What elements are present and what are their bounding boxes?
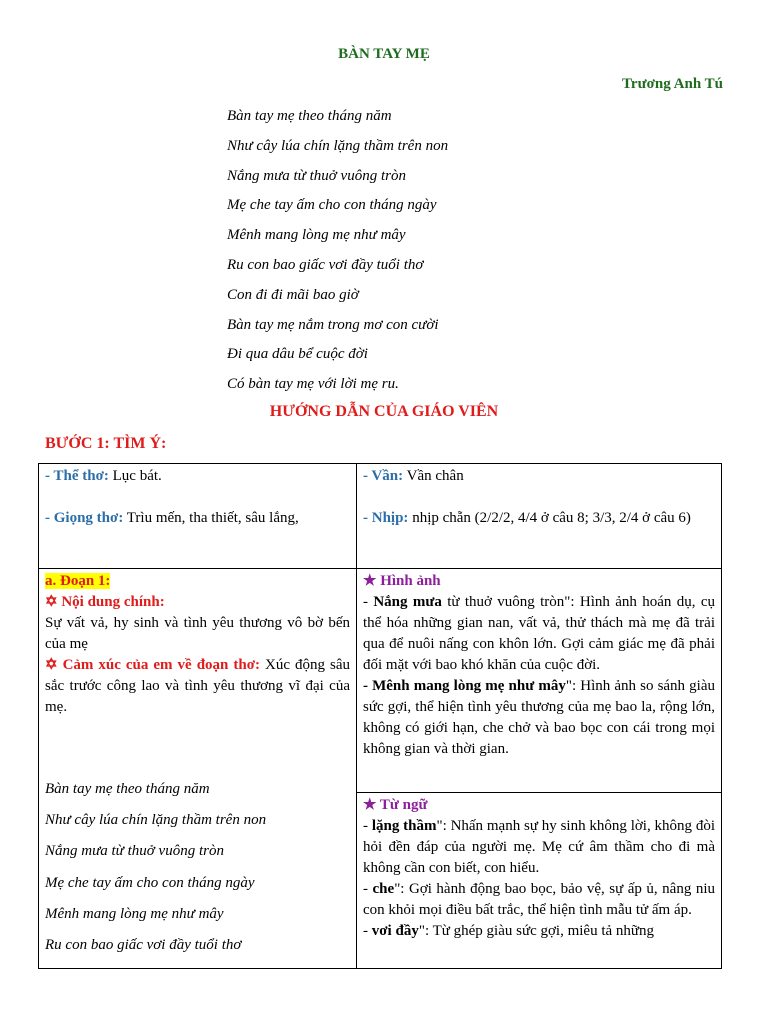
the-tho-label: - Thể thơ: xyxy=(45,468,109,484)
poem-line: Ru con bao giấc vơi đầy tuổi thơ xyxy=(227,256,424,273)
excerpt-line: Bàn tay mẹ theo tháng năm xyxy=(45,781,210,797)
tu-ngu-label: ★ Từ ngữ xyxy=(363,797,428,814)
cam-xuc-value: Xúc động sâu sắc trước công lao và tình yêu thương vĩ đại của mẹ. xyxy=(45,657,350,715)
menh-mang-text: ": Hình ảnh so sánh giàu sức gợi, thể hiện tình yêu thương của mẹ bao la, rộng lớn, không có giới hạn, che chở và bao bọc con cái trong mọi không gian và thời gian. xyxy=(363,678,715,757)
excerpt-line: Như cây lúa chín lặng thầm trên non xyxy=(45,812,267,829)
excerpt-line: Nắng mưa từ thuở vuông tròn xyxy=(45,843,224,860)
menh-mang-term: - Mênh mang lòng mẹ như mây xyxy=(363,678,566,694)
lang-tham-prefix: - xyxy=(363,818,372,835)
cam-xuc-block xyxy=(45,655,350,718)
van-value: Vần chân xyxy=(403,468,464,484)
menh-mang-paragraph xyxy=(363,676,715,760)
che-paragraph xyxy=(363,879,715,921)
nang-mua-text: từ thuở vuông tròn": Hình ảnh hoán dụ, cụ thể hóa những gian nan, vất vả, thử thách mà mẹ đã trải qua để nuôi nấng con khôn lớn. Gợi cảm giác mẹ đã phải đối mặt với bao khó khăn của cuộc đời. xyxy=(363,594,716,673)
giong-tho-line xyxy=(45,508,350,529)
poem-line: Nắng mưa từ thuở vuông tròn xyxy=(227,167,406,184)
lang-tham-paragraph xyxy=(363,816,715,879)
rhyme-cell xyxy=(357,464,722,569)
stanza-cell xyxy=(39,569,357,969)
excerpt-line: Mênh mang lòng mẹ như mây xyxy=(45,905,224,922)
van-line xyxy=(363,466,715,487)
poem-line: Bàn tay mẹ theo tháng năm xyxy=(227,108,392,124)
analysis-table xyxy=(38,463,722,969)
table-row xyxy=(39,569,722,793)
noi-dung-label: ✡ Nội dung chính: xyxy=(45,594,165,610)
poem-line: Mẹ che tay ấm cho con tháng ngày xyxy=(227,197,437,214)
voi-day-paragraph xyxy=(363,921,715,942)
che-term: che xyxy=(372,881,395,898)
poem-text xyxy=(227,106,448,404)
guide-heading: HƯỚNG DẪN CỦA GIÁO VIÊN xyxy=(269,403,499,420)
step-heading: BƯỚC 1: TÌM Ý: xyxy=(45,435,167,452)
poem-line: Con đi đi mãi bao giờ xyxy=(227,286,359,303)
lang-tham-text: ": Nhấn mạnh sự hy sinh không lời, không đòi hỏi đền đáp của người mẹ. Mẹ cứ âm thầm cho đi mà không cần con biết, con hiểu. xyxy=(363,818,716,877)
the-tho-line xyxy=(45,466,350,487)
poem-line: Mênh mang lòng mẹ như mây xyxy=(227,227,406,244)
nang-mua-paragraph xyxy=(363,592,715,676)
giong-tho-label: - Giọng thơ: xyxy=(45,510,124,526)
poem-line: Như cây lúa chín lặng thầm trên non xyxy=(227,137,449,154)
nhip-line xyxy=(363,508,715,529)
poem-title: BÀN TAY MẸ xyxy=(338,46,430,62)
excerpt-line: Ru con bao giấc vơi đầy tuổi thơ xyxy=(45,936,242,953)
noi-dung-value: Sự vất vả, hy sinh và tình yêu thương vô bờ bến của mẹ xyxy=(45,615,350,652)
excerpt-lines xyxy=(45,779,350,966)
hinh-anh-label: ★ Hình ảnh xyxy=(363,573,441,589)
voi-day-text: ": Từ ghép giàu sức gợi, miêu tả những xyxy=(418,923,655,940)
form-cell xyxy=(39,464,357,569)
nang-mua-prefix: - xyxy=(363,594,374,610)
poem-line: Có bàn tay mẹ với lời mẹ ru. xyxy=(227,376,399,393)
imagery-cell xyxy=(357,569,722,793)
poem-line: Bàn tay mẹ nắm trong mơ con cười xyxy=(227,316,439,333)
poem-author: Trương Anh Tú xyxy=(622,76,723,92)
che-text: ": Gợi hành động bao bọc, bảo vệ, sự ấp ủ, nâng niu con khỏi mọi điều bất trắc, thể hiện tình mẫu tử ấm áp. xyxy=(363,881,715,919)
nang-mua-term: Nắng mưa xyxy=(373,594,442,610)
voi-day-term: vơi đầy xyxy=(371,923,419,940)
cam-xuc-label: ✡ Cảm xúc của em về đoạn thơ: xyxy=(45,657,261,673)
voi-day-prefix: - xyxy=(363,923,372,940)
lang-tham-term: lặng thầm xyxy=(371,818,437,835)
excerpt-line: Mẹ che tay ấm cho con tháng ngày xyxy=(45,874,255,891)
nhip-value: nhịp chẵn (2/2/2, 4/4 ở câu 8; 3/3, 2/4 ở câu 6) xyxy=(408,510,691,526)
table-row xyxy=(39,464,722,569)
van-label: - Vần: xyxy=(363,468,404,484)
the-tho-value: Lục bát. xyxy=(108,468,162,484)
poem-line: Đi qua dâu bể cuộc đời xyxy=(227,346,368,363)
wording-cell xyxy=(357,793,722,969)
nhip-label: - Nhịp: xyxy=(363,510,409,526)
doan-heading xyxy=(45,571,350,592)
giong-tho-value: Trìu mến, tha thiết, sâu lắng, xyxy=(123,510,299,526)
che-prefix: - xyxy=(363,881,373,898)
doan-label: a. Đoạn 1: xyxy=(45,573,111,589)
